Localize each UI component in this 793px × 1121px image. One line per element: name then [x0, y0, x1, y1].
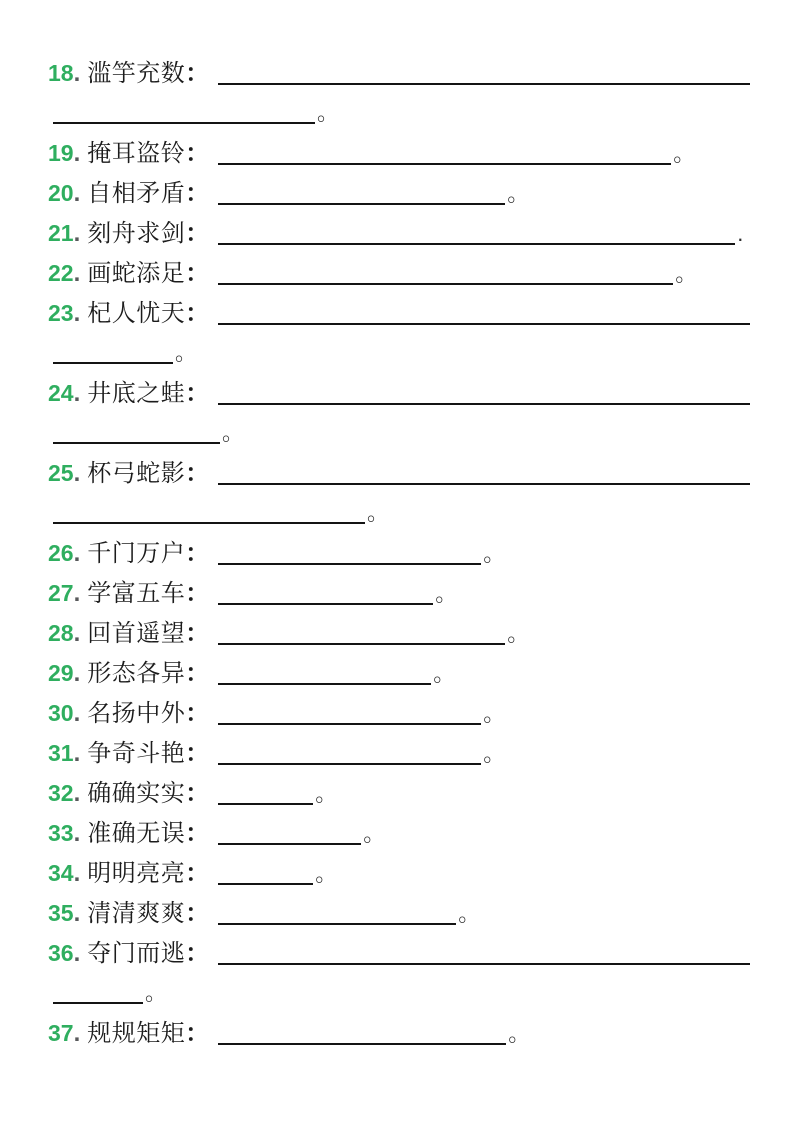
answer-blank[interactable]	[53, 496, 365, 524]
item-number: 26	[48, 540, 74, 566]
idiom-text: 夺门而逃	[87, 940, 186, 967]
answer-blank[interactable]	[218, 697, 481, 725]
answer-blank[interactable]	[218, 257, 673, 285]
idiom-item-row	[0, 613, 793, 653]
item-number-dot: .	[73, 660, 81, 687]
idiom-colon: ：	[185, 540, 210, 567]
answer-blank[interactable]	[218, 177, 505, 205]
idiom-text: 争奇斗艳	[87, 740, 186, 767]
idiom-item-row	[0, 373, 793, 413]
idiom-text: 千门万户	[87, 540, 186, 567]
idiom-text: 回首遥望	[87, 620, 186, 647]
item-number-dot: .	[73, 220, 81, 247]
answer-blank[interactable]	[218, 737, 481, 765]
idiom-colon: ：	[185, 900, 210, 927]
answer-blank[interactable]	[218, 1017, 506, 1045]
answer-blank[interactable]	[218, 857, 313, 885]
answer-blank[interactable]	[218, 937, 750, 965]
item-number-dot: .	[73, 460, 81, 487]
answer-blank[interactable]	[218, 57, 750, 85]
item-number-dot: .	[73, 140, 81, 167]
idiom-item-row	[0, 53, 793, 93]
item-number-dot: .	[73, 540, 81, 567]
item-number: 36	[48, 940, 74, 966]
idiom-colon: ：	[185, 940, 210, 967]
item-number-dot: .	[73, 860, 81, 887]
answer-blank[interactable]	[53, 336, 173, 364]
idiom-text: 学富五车	[87, 580, 186, 607]
idiom-text: 清清爽爽	[87, 900, 186, 927]
idiom-item-row	[0, 653, 793, 693]
idiom-colon: ：	[185, 660, 210, 687]
idiom-item-wrap-row	[0, 413, 793, 453]
item-number-dot: .	[73, 60, 81, 87]
idiom-colon: ：	[185, 180, 210, 207]
idiom-colon: ：	[185, 700, 210, 727]
idiom-item-row	[0, 893, 793, 933]
sentence-period: 。	[222, 420, 245, 445]
idiom-item-wrap-row	[0, 493, 793, 533]
idiom-text: 明明亮亮	[87, 860, 186, 887]
answer-blank[interactable]	[53, 96, 315, 124]
answer-blank[interactable]	[218, 617, 505, 645]
idiom-item-row	[0, 733, 793, 773]
answer-blank[interactable]	[218, 577, 433, 605]
item-number-dot: .	[73, 620, 81, 647]
sentence-period: 。	[458, 901, 481, 926]
idiom-item-row	[0, 293, 793, 333]
idiom-text: 名扬中外	[87, 700, 186, 727]
idiom-text: 规规矩矩	[87, 1020, 186, 1047]
idiom-text: 画蛇添足	[87, 260, 186, 287]
idiom-colon: ：	[185, 740, 210, 767]
item-number: 24	[48, 380, 74, 406]
answer-blank[interactable]	[218, 217, 735, 245]
item-number: 34	[48, 860, 74, 886]
answer-blank[interactable]	[218, 377, 750, 405]
answer-blank[interactable]	[218, 777, 313, 805]
item-number: 25	[48, 460, 74, 486]
idiom-colon: ：	[185, 820, 210, 847]
answer-blank[interactable]	[53, 416, 220, 444]
item-number: 27	[48, 580, 74, 606]
item-number: 30	[48, 700, 74, 726]
answer-blank[interactable]	[218, 537, 481, 565]
idiom-text: 准确无误	[87, 820, 186, 847]
sentence-period: 。	[363, 821, 386, 846]
sentence-period: 。	[507, 621, 530, 646]
idiom-colon: ：	[185, 140, 210, 167]
idiom-item-row	[0, 853, 793, 893]
sentence-period: 。	[175, 340, 198, 365]
sentence-period: 。	[508, 1021, 531, 1046]
idiom-item-row	[0, 253, 793, 293]
idiom-colon: ：	[185, 220, 210, 247]
idiom-colon: ：	[185, 780, 210, 807]
item-number-dot: .	[73, 1020, 81, 1047]
item-number-dot: .	[73, 180, 81, 207]
idiom-text: 杯弓蛇影	[87, 460, 186, 487]
item-number: 22	[48, 260, 74, 286]
idiom-colon: ：	[185, 620, 210, 647]
answer-blank[interactable]	[218, 297, 750, 325]
idiom-item-row	[0, 133, 793, 173]
idiom-colon: ：	[185, 260, 210, 287]
sentence-period: 。	[483, 701, 506, 726]
idiom-item-row	[0, 173, 793, 213]
item-number-dot: .	[73, 700, 81, 727]
idiom-definition-list	[0, 53, 793, 1053]
item-number: 35	[48, 900, 74, 926]
idiom-colon: ：	[185, 460, 210, 487]
idiom-item-row	[0, 533, 793, 573]
sentence-period: 。	[367, 500, 390, 525]
idiom-text: 自相矛盾	[87, 180, 186, 207]
idiom-item-wrap-row	[0, 973, 793, 1013]
idiom-item-row	[0, 213, 793, 253]
item-number-dot: .	[73, 380, 81, 407]
item-number: 37	[48, 1020, 74, 1046]
answer-blank[interactable]	[218, 137, 671, 165]
item-number: 21	[48, 220, 74, 246]
item-number: 23	[48, 300, 74, 326]
idiom-colon: ：	[185, 380, 210, 407]
item-number: 20	[48, 180, 74, 206]
item-number: 32	[48, 780, 74, 806]
idiom-text: 掩耳盗铃	[87, 140, 186, 167]
idiom-item-row	[0, 1013, 793, 1053]
answer-blank[interactable]	[218, 897, 456, 925]
sentence-period: 。	[673, 141, 696, 166]
sentence-period: 。	[507, 181, 530, 206]
answer-blank[interactable]	[218, 457, 750, 485]
idiom-item-row	[0, 933, 793, 973]
idiom-colon: ：	[185, 860, 210, 887]
item-number-dot: .	[73, 820, 81, 847]
idiom-text: 形态各异	[87, 660, 186, 687]
idiom-item-row	[0, 693, 793, 733]
sentence-period: 。	[435, 581, 458, 606]
item-number-dot: .	[73, 300, 81, 327]
answer-blank[interactable]	[218, 657, 431, 685]
idiom-text: 杞人忧天	[87, 300, 186, 327]
idiom-item-wrap-row	[0, 93, 793, 133]
item-number: 18	[48, 60, 74, 86]
item-number: 28	[48, 620, 74, 646]
sentence-period: 。	[315, 781, 338, 806]
sentence-period: 。	[675, 261, 698, 286]
idiom-colon: ：	[185, 60, 210, 87]
idiom-item-row	[0, 773, 793, 813]
item-number-dot: .	[73, 740, 81, 767]
idiom-item-row	[0, 813, 793, 853]
answer-blank[interactable]	[218, 817, 361, 845]
idiom-item-row	[0, 453, 793, 493]
idiom-text: 确确实实	[87, 780, 186, 807]
sentence-period: 。	[317, 100, 340, 125]
idiom-colon: ：	[185, 300, 210, 327]
item-number: 29	[48, 660, 74, 686]
idiom-colon: ：	[185, 580, 210, 607]
item-number: 19	[48, 140, 74, 166]
sentence-period: 。	[433, 661, 456, 686]
sentence-period: .	[737, 221, 744, 246]
sentence-period: 。	[483, 541, 506, 566]
item-number: 33	[48, 820, 74, 846]
sentence-period: 。	[483, 741, 506, 766]
item-number-dot: .	[73, 900, 81, 927]
idiom-text: 井底之蛙	[87, 380, 186, 407]
answer-blank[interactable]	[53, 976, 143, 1004]
idiom-text: 刻舟求剑	[87, 220, 186, 247]
idiom-item-row	[0, 573, 793, 613]
item-number: 31	[48, 740, 74, 766]
item-number-dot: .	[73, 780, 81, 807]
sentence-period: 。	[145, 980, 168, 1005]
item-number-dot: .	[73, 940, 81, 967]
idiom-text: 滥竽充数	[87, 60, 186, 87]
item-number-dot: .	[73, 580, 81, 607]
item-number-dot: .	[73, 260, 81, 287]
sentence-period: 。	[315, 861, 338, 886]
idiom-item-wrap-row	[0, 333, 793, 373]
idiom-colon: ：	[185, 1020, 210, 1047]
